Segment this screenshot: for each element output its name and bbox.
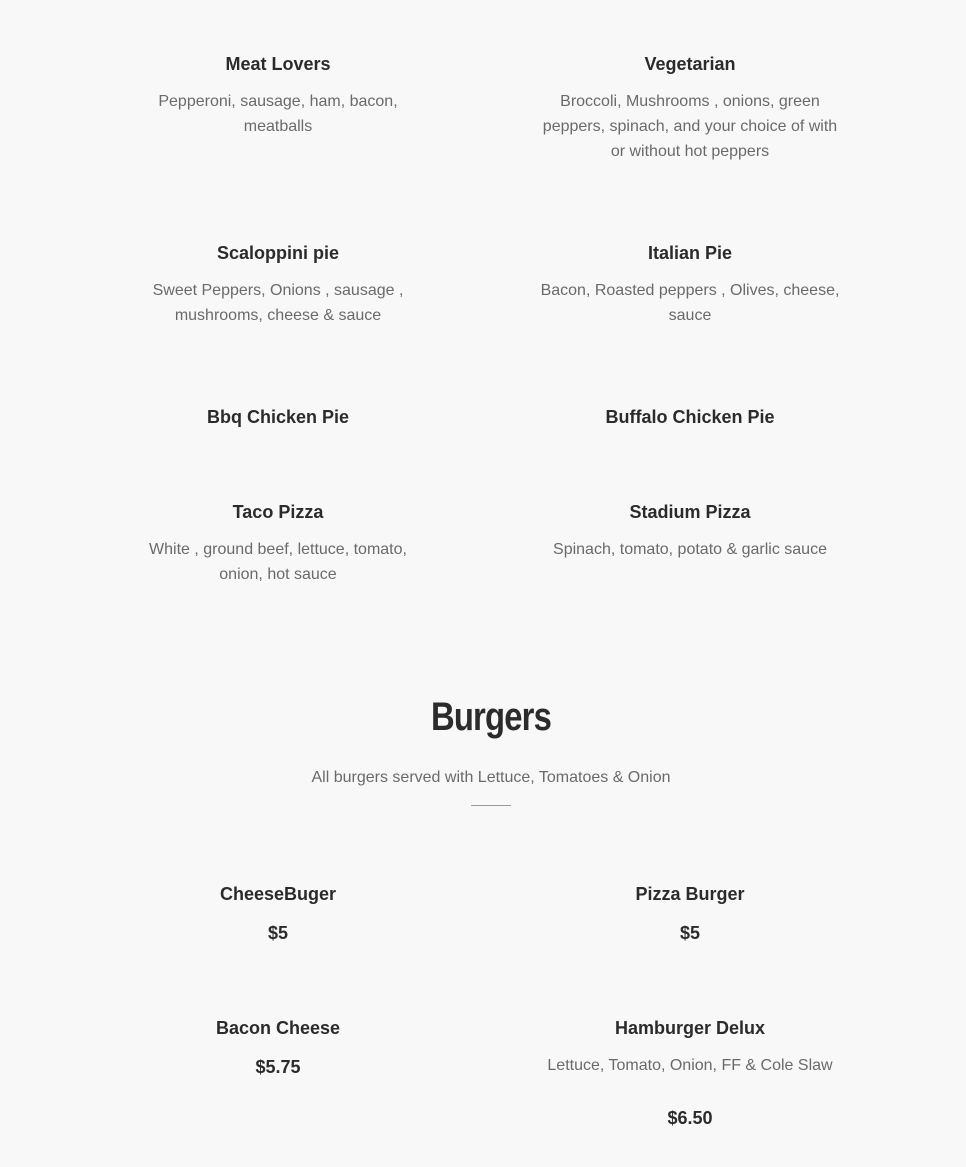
section-divider (471, 805, 511, 806)
menu-item-description: Lettuce, Tomato, Onion, FF & Cole Slaw (547, 1057, 833, 1074)
menu-item-description: Pepperoni, sausage, ham, bacon, meatballs (158, 93, 398, 135)
menu-item-name: Meat Lovers (225, 54, 331, 74)
menu-item-taco-pizza (138, 501, 418, 587)
menu-item-vegetarian (535, 53, 845, 164)
section-title-burgers: Burgers (430, 695, 552, 739)
menu-item-name: Bbq Chicken Pie (206, 407, 350, 427)
menu-item-bbq-chicken-pie (138, 406, 418, 428)
menu-item-name: Italian Pie (647, 243, 733, 263)
menu-item-buffalo-chicken-pie (535, 406, 845, 428)
menu-item-name: Hamburger Delux (614, 1018, 766, 1038)
menu-item-name: Taco Pizza (232, 502, 324, 522)
menu-item-price: $5.75 (255, 1057, 301, 1077)
menu-item-hamburger-delux (535, 1017, 845, 1129)
menu-item-name: Pizza Burger (635, 884, 745, 904)
menu-item-scaloppini-pie (138, 242, 418, 328)
menu-item-description: Broccoli, Mushrooms , onions, green peppers, spinach, and your choice of with or without hot peppers (542, 93, 838, 160)
menu-item-cheeseburger (138, 883, 418, 944)
menu-item-price: $6.50 (667, 1108, 713, 1128)
menu-item-name: Buffalo Chicken Pie (605, 407, 775, 427)
menu-item-name: CheeseBuger (219, 884, 337, 904)
menu-item-italian-pie (535, 242, 845, 328)
menu-item-pizza-burger (535, 883, 845, 944)
menu-item-description: Sweet Peppers, Onions , sausage , mushrooms, cheese & sauce (152, 282, 404, 324)
menu-item-name: Stadium Pizza (629, 502, 751, 522)
menu-item-description: Spinach, tomato, potato & garlic sauce (553, 541, 827, 558)
menu-item-stadium-pizza (535, 501, 845, 562)
menu-item-price: $5 (267, 923, 289, 943)
menu-item-name: Vegetarian (644, 54, 736, 74)
section-subtitle: All burgers served with Lettuce, Tomatoes & Onion (311, 769, 671, 786)
menu-item-name: Bacon Cheese (215, 1018, 341, 1038)
menu-item-name: Scaloppini pie (216, 243, 340, 263)
menu-item-meat-lovers (138, 53, 418, 139)
menu-item-price: $5 (679, 923, 701, 943)
menu-item-description: White , ground beef, lettuce, tomato, onion, hot sauce (149, 541, 407, 583)
menu-item-description: Bacon, Roasted peppers , Olives, cheese, sauce (540, 282, 840, 324)
menu-item-bacon-cheese (138, 1017, 418, 1078)
